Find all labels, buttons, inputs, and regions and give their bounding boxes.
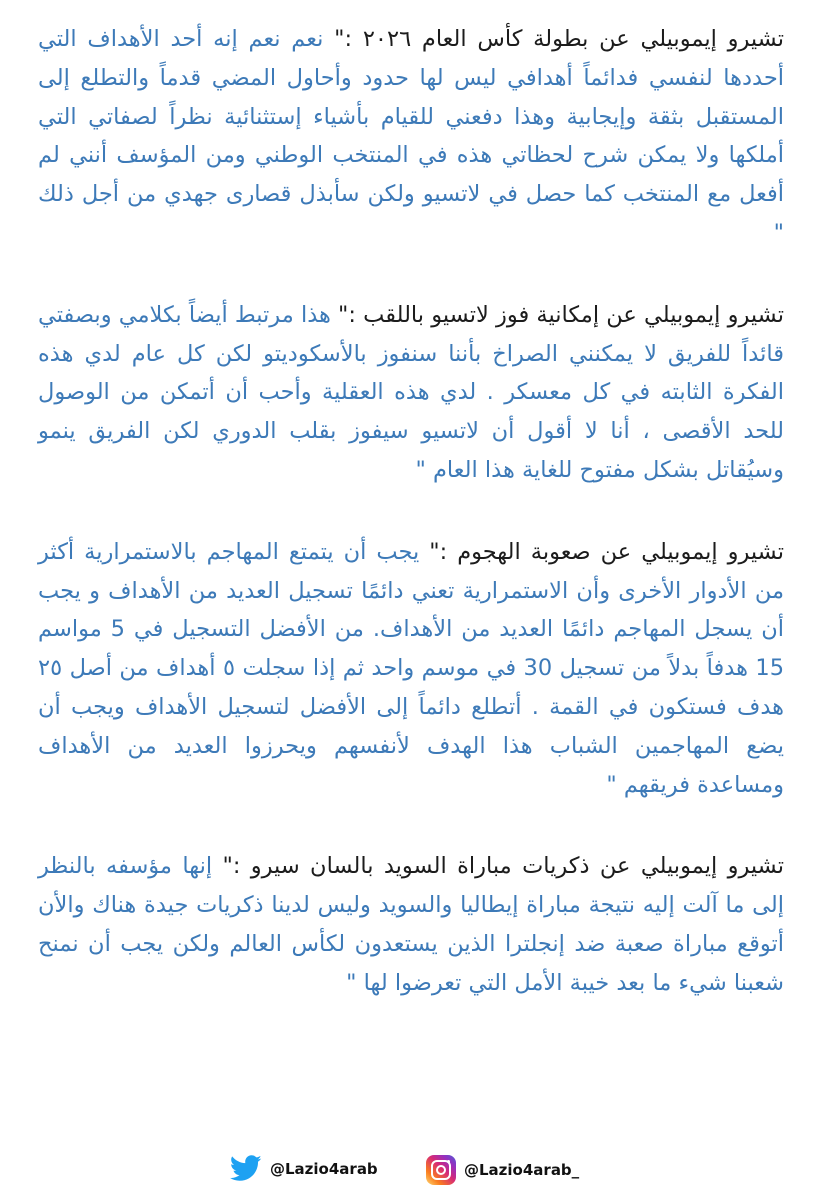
instagram-icon	[426, 1155, 456, 1185]
quote-heading-1: تشيرو إيموبيلي عن بطولة كأس العام ٢٠٢٦ :"	[334, 26, 784, 52]
quote-heading-4: تشيرو إيموبيلي عن ذكريات مباراة السويد بالسان سيرو :"	[222, 853, 784, 880]
quote-body-4: إنها مؤسفه بالنظر إلى ما آلت إليه نتيجة مباراة إيطاليا والسويد وليس لدينا ذكريات جيدة هناك والأن أتوقع مباراة صعبة ضد إنجلترا الذين يستعدون لكأس العالم ولكن يجب أن نمنح شعبنا شيء ما بعد خيبة الأمل التي تعرضوا لها "	[38, 853, 784, 996]
twitter-link[interactable]	[230, 1155, 378, 1182]
instagram-link[interactable]	[426, 1155, 579, 1185]
quote-paragraph-1	[38, 20, 784, 253]
quote-paragraph-2	[38, 296, 784, 490]
twitter-bird-icon	[230, 1155, 262, 1182]
social-footer	[0, 1145, 814, 1195]
quote-paragraph-3	[38, 533, 784, 805]
quote-paragraph-4	[38, 847, 784, 1002]
quote-heading-3: تشيرو إيموبيلي عن صعوبة الهجوم :"	[429, 538, 784, 565]
quote-heading-2: تشيرو إيموبيلي عن إمكانية فوز لاتسيو باللقب :"	[338, 301, 784, 328]
article	[38, 20, 784, 1046]
quote-body-1: نعم نعم إنه أحد الأهداف التي أحددها لنفسي فدائماً أهدافي ليس لها حدود وأحاول المضي قدماً والتطلع إلى المستقبل بثقة وإيجابية وهذا دفعني للقيام بأشياء إستثنائية نظراً لصفاتي التي أملكها ولا يمكن شرح لحظاتي هذه في المنتخب الوطني ومن المؤسف أنني لم أفعل مع المنتخب كما حصل في لاتسيو ولكن سأبذل قصارى جهدي من أجل ذلك "	[38, 26, 784, 246]
quote-body-3: يجب أن يتمتع المهاجم بالاستمرارية أكثر من الأدوار الأخرى وأن الاستمرارية تعني دائمًا تسجيل العديد من الأهداف و يجب أن يسجل المهاجم دائمًا العديد من الأهداف. من الأفضل التسجيل في 5 مواسم 15 هدفاً بدلاً من تسجيل 30 في موسم واحد ثم إذا سجلت ٥ أهداف من أصل ٢٥ هدف فستكون في القمة . أتطلع دائماً إلى الأفضل لتسجيل الأهداف ويجب أن يضع المهاجمين الشباب هذا الهدف لأنفسهم ويحرزوا العديد من الأهداف ومساعدة فريقهم "	[38, 538, 785, 798]
quote-body-2: هذا مرتبط أيضاً بكلامي وبصفتي قائداً للفريق لا يمكنني الصراخ بأننا سنفوز بالأسكوديتو لكن كل عام لدي هذه الفكرة الثابته في كل معسكر . لدي هذه العقلية وأحب أن أتمكن من الوصول للحد الأقصى ، أنا لا أقول أن لاتسيو سيفوز بقلب الدوري لكن الفريق ينمو وسيُقاتل بشكل مفتوح للغاية هذا العام "	[38, 301, 784, 483]
instagram-handle: @Lazio4arab_	[464, 1161, 580, 1179]
twitter-handle: @Lazio4arab	[270, 1159, 378, 1178]
